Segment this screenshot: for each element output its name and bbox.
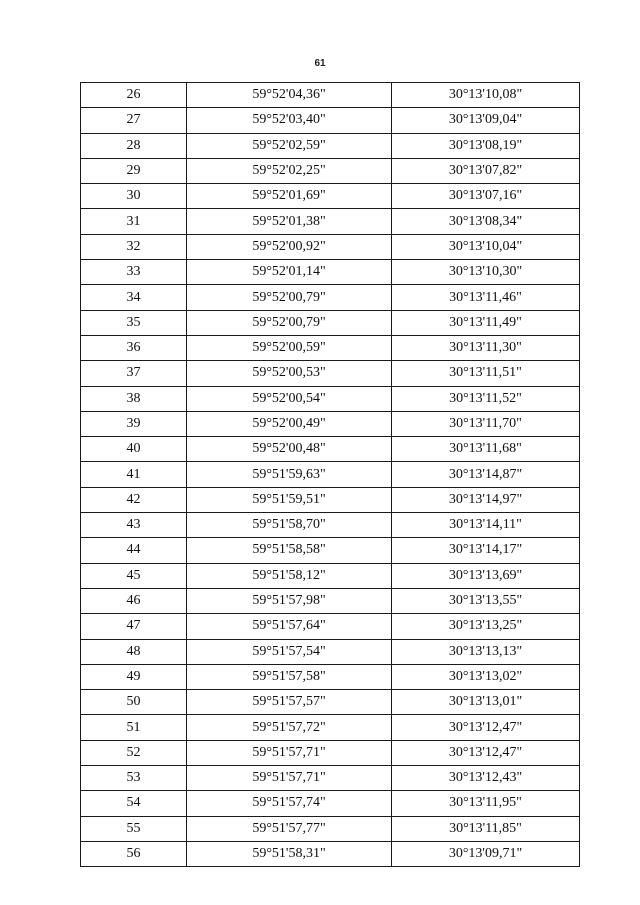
longitude-cell: 30°13'10,04" [392, 234, 580, 259]
latitude-cell: 59°51'58,58" [187, 538, 392, 563]
latitude-cell: 59°52'00,79" [187, 310, 392, 335]
point-number-cell: 41 [81, 462, 187, 487]
point-number-cell: 42 [81, 487, 187, 512]
table-row [81, 841, 580, 866]
latitude-cell: 59°51'57,64" [187, 614, 392, 639]
longitude-cell: 30°13'11,95" [392, 791, 580, 816]
point-number-cell: 49 [81, 664, 187, 689]
longitude-cell: 30°13'14,17" [392, 538, 580, 563]
latitude-cell: 59°52'00,59" [187, 335, 392, 360]
longitude-cell: 30°13'11,70" [392, 411, 580, 436]
point-number-cell: 33 [81, 260, 187, 285]
table-row [81, 816, 580, 841]
table-row [81, 108, 580, 133]
longitude-cell: 30°13'14,11" [392, 513, 580, 538]
longitude-cell: 30°13'13,13" [392, 639, 580, 664]
table-row [81, 260, 580, 285]
table-row [81, 285, 580, 310]
table-row [81, 690, 580, 715]
point-number-cell: 32 [81, 234, 187, 259]
longitude-cell: 30°13'07,82" [392, 158, 580, 183]
latitude-cell: 59°52'03,40" [187, 108, 392, 133]
point-number-cell: 35 [81, 310, 187, 335]
table-row [81, 614, 580, 639]
longitude-cell: 30°13'11,49" [392, 310, 580, 335]
longitude-cell: 30°13'08,34" [392, 209, 580, 234]
longitude-cell: 30°13'13,02" [392, 664, 580, 689]
table-row [81, 209, 580, 234]
longitude-cell: 30°13'10,08" [392, 83, 580, 108]
longitude-cell: 30°13'10,30" [392, 260, 580, 285]
point-number-cell: 29 [81, 158, 187, 183]
coordinates-table [80, 82, 580, 867]
latitude-cell: 59°51'57,98" [187, 588, 392, 613]
coordinates-table-body [81, 83, 580, 867]
table-row [81, 462, 580, 487]
point-number-cell: 34 [81, 285, 187, 310]
longitude-cell: 30°13'11,30" [392, 335, 580, 360]
point-number-cell: 38 [81, 386, 187, 411]
point-number-cell: 30 [81, 184, 187, 209]
point-number-cell: 40 [81, 437, 187, 462]
table-row [81, 740, 580, 765]
longitude-cell: 30°13'11,52" [392, 386, 580, 411]
latitude-cell: 59°52'01,14" [187, 260, 392, 285]
point-number-cell: 54 [81, 791, 187, 816]
table-row [81, 437, 580, 462]
longitude-cell: 30°13'12,47" [392, 715, 580, 740]
latitude-cell: 59°51'58,70" [187, 513, 392, 538]
point-number-cell: 45 [81, 563, 187, 588]
table-row [81, 766, 580, 791]
table-row [81, 234, 580, 259]
latitude-cell: 59°52'00,49" [187, 411, 392, 436]
point-number-cell: 37 [81, 361, 187, 386]
table-row [81, 361, 580, 386]
longitude-cell: 30°13'11,46" [392, 285, 580, 310]
latitude-cell: 59°52'00,54" [187, 386, 392, 411]
point-number-cell: 50 [81, 690, 187, 715]
latitude-cell: 59°51'57,74" [187, 791, 392, 816]
point-number-cell: 36 [81, 335, 187, 360]
point-number-cell: 52 [81, 740, 187, 765]
longitude-cell: 30°13'09,04" [392, 108, 580, 133]
table-row [81, 335, 580, 360]
table-row [81, 664, 580, 689]
latitude-cell: 59°52'00,92" [187, 234, 392, 259]
point-number-cell: 27 [81, 108, 187, 133]
table-row [81, 158, 580, 183]
table-row [81, 639, 580, 664]
latitude-cell: 59°51'58,31" [187, 841, 392, 866]
point-number-cell: 53 [81, 766, 187, 791]
table-row [81, 386, 580, 411]
longitude-cell: 30°13'14,97" [392, 487, 580, 512]
longitude-cell: 30°13'14,87" [392, 462, 580, 487]
point-number-cell: 51 [81, 715, 187, 740]
latitude-cell: 59°51'57,72" [187, 715, 392, 740]
table-row [81, 184, 580, 209]
longitude-cell: 30°13'12,43" [392, 766, 580, 791]
latitude-cell: 59°52'01,38" [187, 209, 392, 234]
latitude-cell: 59°51'57,71" [187, 766, 392, 791]
latitude-cell: 59°51'57,54" [187, 639, 392, 664]
latitude-cell: 59°52'00,48" [187, 437, 392, 462]
point-number-cell: 48 [81, 639, 187, 664]
latitude-cell: 59°51'59,51" [187, 487, 392, 512]
point-number-cell: 46 [81, 588, 187, 613]
point-number-cell: 56 [81, 841, 187, 866]
latitude-cell: 59°51'59,63" [187, 462, 392, 487]
table-row [81, 513, 580, 538]
longitude-cell: 30°13'13,01" [392, 690, 580, 715]
latitude-cell: 59°52'01,69" [187, 184, 392, 209]
longitude-cell: 30°13'12,47" [392, 740, 580, 765]
point-number-cell: 47 [81, 614, 187, 639]
longitude-cell: 30°13'13,25" [392, 614, 580, 639]
table-row [81, 588, 580, 613]
longitude-cell: 30°13'11,51" [392, 361, 580, 386]
table-row [81, 563, 580, 588]
longitude-cell: 30°13'09,71" [392, 841, 580, 866]
longitude-cell: 30°13'13,69" [392, 563, 580, 588]
table-row [81, 133, 580, 158]
longitude-cell: 30°13'13,55" [392, 588, 580, 613]
latitude-cell: 59°51'58,12" [187, 563, 392, 588]
latitude-cell: 59°52'00,79" [187, 285, 392, 310]
table-row [81, 83, 580, 108]
table-row [81, 411, 580, 436]
longitude-cell: 30°13'08,19" [392, 133, 580, 158]
longitude-cell: 30°13'07,16" [392, 184, 580, 209]
latitude-cell: 59°51'57,71" [187, 740, 392, 765]
longitude-cell: 30°13'11,68" [392, 437, 580, 462]
longitude-cell: 30°13'11,85" [392, 816, 580, 841]
latitude-cell: 59°51'57,57" [187, 690, 392, 715]
latitude-cell: 59°52'02,25" [187, 158, 392, 183]
point-number-cell: 39 [81, 411, 187, 436]
table-row [81, 715, 580, 740]
table-row [81, 487, 580, 512]
point-number-cell: 28 [81, 133, 187, 158]
point-number-cell: 55 [81, 816, 187, 841]
latitude-cell: 59°52'02,59" [187, 133, 392, 158]
point-number-cell: 31 [81, 209, 187, 234]
point-number-cell: 44 [81, 538, 187, 563]
point-number-cell: 26 [81, 83, 187, 108]
page-number: 61 [314, 58, 326, 69]
latitude-cell: 59°52'00,53" [187, 361, 392, 386]
table-row [81, 791, 580, 816]
latitude-cell: 59°52'04,36" [187, 83, 392, 108]
point-number-cell: 43 [81, 513, 187, 538]
table-row [81, 310, 580, 335]
latitude-cell: 59°51'57,58" [187, 664, 392, 689]
latitude-cell: 59°51'57,77" [187, 816, 392, 841]
table-row [81, 538, 580, 563]
